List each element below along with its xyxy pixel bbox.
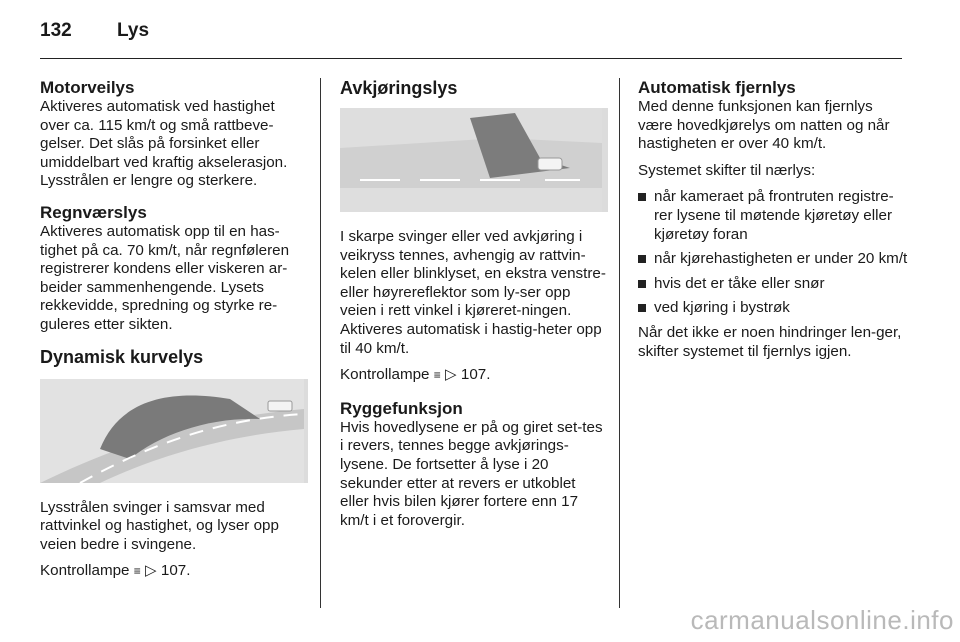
header-rule (40, 58, 902, 59)
section-text: Lysstrålen svinger i samsvar med rattvinkel og hastighet, og lyser opp veien bedre i svingene. (40, 498, 279, 553)
headlight-indicator-icon: ≡ (133, 564, 141, 579)
arrow-right-icon[interactable]: ▷ (444, 366, 457, 384)
curve-light-illustration (40, 379, 308, 483)
section-text: I skarpe svinger eller ved avkjøring i veikryss tennes, avhengig av rattvin-kelen eller blinklyset, en ekstra venstre- eller høyrereflektor som ly-ser opp veien i rett vinkel i kjøreret-ningen. Aktiveres automatisk i hastig-heter opp til 40 km/t. (340, 228, 606, 357)
list-intro: Systemet skifter til nærlys: (638, 161, 816, 179)
cornering-road-image (340, 108, 602, 212)
section-text: Aktiveres automatisk opp til en has-tighet på ca. 70 km/t, når regnføleren registrerer kondens eller viskeren ar-beider sammenhengende. Lysets rekkevidde, spredning og styrke re-guleres etter sikten. (40, 222, 290, 333)
column-divider (619, 78, 620, 608)
section-heading: Automatisk fjernlys (638, 78, 796, 97)
section-heading: Motorveilys (40, 78, 135, 97)
section-dynamic-curve-light (40, 347, 308, 581)
section-heading: Dynamisk kurvelys (40, 346, 204, 367)
control-lamp-ref (340, 366, 608, 385)
section-heading: Ryggefunksjon (340, 398, 463, 418)
ref-page[interactable]: 107. (460, 366, 491, 384)
section-cornering-light (340, 78, 608, 385)
page-number: 132 (40, 20, 72, 41)
bullet-icon (638, 280, 646, 288)
bullet-icon (638, 255, 646, 263)
list-item: når kjørehastigheten er under 20 km/t (638, 250, 908, 269)
ref-page[interactable]: 107. (160, 562, 191, 580)
cornering-light-illustration (340, 108, 608, 212)
page-header (40, 20, 150, 42)
watermark: carmanualsonline.info (690, 605, 954, 635)
list-item: ved kjøring i bystrøk (638, 299, 908, 318)
list-item: når kameraet på frontruten registre-rer lysene til møtende kjøretøy eller kjøretøy foran (638, 188, 908, 244)
section-heading: Avkjøringslys (340, 78, 458, 98)
control-lamp-ref (40, 562, 308, 581)
ref-label: Kontrollampe (40, 562, 130, 580)
chapter-title: Lys (117, 20, 150, 41)
section-heading: Regnværslys (40, 202, 147, 222)
section-reverse-function (340, 399, 608, 531)
column-left (40, 78, 308, 589)
section-motorway-light (40, 78, 308, 191)
section-text: Med denne funksjonen kan fjernlys være hovedkjørelys om natten og når hastigheten er over 40 km/t. (638, 98, 890, 153)
section-rain-light (40, 203, 308, 335)
bullet-icon (638, 193, 646, 201)
list-item: hvis det er tåke eller snør (638, 275, 908, 294)
bullet-icon (638, 304, 646, 312)
arrow-right-icon[interactable]: ▷ (144, 562, 157, 580)
section-text: Hvis hovedlysene er på og giret set-tes i revers, tennes begge avkjørings-lysene. De fortsetter å lyse i 20 sekunder etter at revers er utkoblet eller hvis bilen kjører fortere enn 17 km/t i et forovergir. (340, 418, 603, 529)
ref-label: Kontrollampe (340, 366, 430, 384)
condition-list (638, 188, 908, 318)
section-text: Når det ikke er noen hindringer len-ger, skifter systemet til fjernlys igjen. (638, 323, 902, 360)
curve-road-image (40, 379, 304, 483)
headlight-indicator-icon: ≡ (433, 368, 441, 383)
column-right (638, 78, 908, 369)
column-divider (320, 78, 321, 608)
section-text: Aktiveres automatisk ved hastighet over ca. 115 km/t og små rattbeve-gelser. Det slås på forsinket eller umiddelbart ved kraftig akselerasjon. Lysstrålen er lengre og sterkere. (40, 98, 288, 190)
column-middle (340, 78, 608, 538)
